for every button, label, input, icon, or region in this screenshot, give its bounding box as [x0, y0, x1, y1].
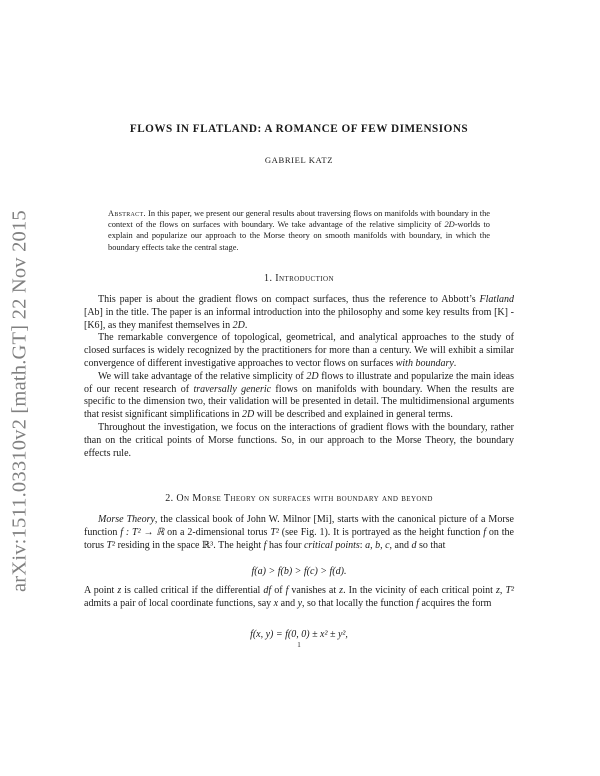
text-span: a, b, c	[365, 539, 390, 551]
intro-paragraph-4	[84, 422, 514, 460]
text-span: y	[297, 597, 303, 609]
abstract-text-a: In this paper, we present our general results about traversing flows on manifolds with boundary in the context of the flows on surfaces with boundary. We take advantage of the relative simplicity of	[108, 209, 490, 230]
intro-paragraph-2	[84, 332, 514, 370]
text-span: T²	[270, 526, 279, 538]
text-span: residing in the space ℝ³. The height	[115, 539, 264, 551]
text-span: Flatland	[479, 294, 514, 305]
text-span: .	[453, 357, 457, 369]
section-2-body-continued	[84, 585, 514, 611]
text-span: [Ab] in the title. The paper is an informal introduction into the philosophy and some key results from [K] -[K6], as they manifest themselves in	[84, 306, 514, 331]
text-span: Throughout the investigation, we focus on the interactions of gradient flows with the boundary, rather than on the critical points of Morse functions. So, in our approach to the Morse Theory, the boundary effects rule.	[84, 421, 514, 459]
section-2-heading: 2. On Morse Theory on surfaces with boundary and beyond	[165, 493, 433, 504]
text-span: (see Fig. 1). It is portrayed as the height function	[278, 526, 484, 538]
morse-paragraph-2	[84, 585, 514, 611]
text-span: and	[278, 597, 298, 609]
text-span: is called critical if the differential	[121, 585, 264, 596]
text-span: critical points	[303, 539, 360, 551]
text-span: This paper is about the gradient flows on compact surfaces, thus the reference to Abbott’s	[98, 294, 480, 305]
text-span: :	[359, 539, 366, 551]
equation-critical-values: f(a) > f(b) > f(c) > f(d).	[251, 566, 347, 577]
text-span: df	[263, 585, 272, 596]
text-span: d	[411, 539, 417, 551]
text-span: traversally generic	[193, 383, 272, 395]
text-span: , and	[389, 539, 412, 551]
text-span: The remarkable convergence of topological, geometrical, and analytical approaches to the study of closed surfaces is widely recognized by the practitioners for more than a century. We will exhibit a similar convergence of different investigative approaches to vector flows on surfaces	[84, 332, 514, 369]
text-span: . In the vicinity of each critical point	[343, 585, 496, 596]
paper-author: GABRIEL KATZ	[264, 155, 334, 165]
morse-paragraph-1	[84, 514, 514, 552]
text-span: T²	[505, 585, 514, 596]
section-1-heading: 1. Introduction	[264, 273, 334, 284]
paper-title: FLOWS IN FLATLAND: A ROMANCE OF FEW DIMENSIONS	[129, 123, 469, 135]
equation-morse-lemma: f(x, y) = f(0, 0) ± x² ± y²,	[250, 629, 348, 640]
text-span: admits a pair of local coordinate functions, say	[84, 597, 274, 609]
abstract-text-c: -worlds to explain and popularize our approach to the Morse theory on smooth manifolds with boundary, in which the boundary effects take the central stage.	[108, 220, 490, 252]
section-1-body	[84, 294, 514, 460]
text-span: flows on manifolds with boundary. When the results are specific to the dimension two, their validation will be presented in detail. The multidimensional arguments that resist significant simplifications in	[84, 383, 515, 421]
text-span: 2D	[306, 370, 319, 382]
text-span: , the classical book of John W. Milnor [Mi], starts with the canonical picture of a Morse function	[84, 514, 514, 538]
text-span: Morse Theory	[98, 514, 155, 525]
text-span: z	[339, 585, 344, 596]
text-span: A point	[84, 585, 118, 596]
text-span: on the torus	[84, 526, 514, 551]
text-span: flows to illustrate and popularize the main ideas of our recent research of	[84, 370, 514, 395]
text-span: z	[495, 585, 500, 596]
text-span: f	[263, 539, 267, 551]
text-span: , so that locally the function	[302, 597, 417, 609]
text-span: .	[244, 319, 248, 331]
paper-page	[84, 0, 514, 776]
text-span: with boundary	[395, 357, 454, 369]
text-span: f	[285, 585, 289, 596]
intro-paragraph-3	[84, 371, 514, 422]
abstract-label: Abstract.	[108, 209, 146, 218]
text-span: T²	[106, 539, 116, 551]
abstract-text-b: 2D	[444, 220, 455, 230]
text-span: We will take advantage of the relative simplicity of	[98, 370, 307, 382]
text-span: of	[271, 585, 286, 596]
arxiv-identifier-stamp: arXiv:1511.03310v2 [math.GT] 22 Nov 2015	[8, 210, 31, 592]
text-span: f	[483, 526, 487, 538]
text-span: 2D	[232, 319, 245, 331]
abstract	[108, 208, 490, 253]
page-number: 1	[297, 641, 301, 649]
text-span: ,	[499, 585, 506, 596]
text-span: acquires the form	[418, 597, 492, 609]
text-span: so that	[416, 539, 446, 551]
text-span: f	[416, 597, 419, 609]
text-span: 2D	[242, 409, 255, 421]
text-span: f : T² → ℝ	[120, 526, 165, 538]
text-span: has four	[266, 539, 304, 551]
intro-paragraph-1	[84, 294, 514, 332]
section-2-body	[84, 514, 514, 552]
text-span: z	[117, 585, 122, 596]
text-span: will be described and explained in general terms.	[254, 409, 453, 421]
text-span: vanishes at	[288, 585, 340, 596]
text-span: x	[273, 597, 279, 609]
text-span: on a 2-dimensional torus	[164, 526, 271, 538]
